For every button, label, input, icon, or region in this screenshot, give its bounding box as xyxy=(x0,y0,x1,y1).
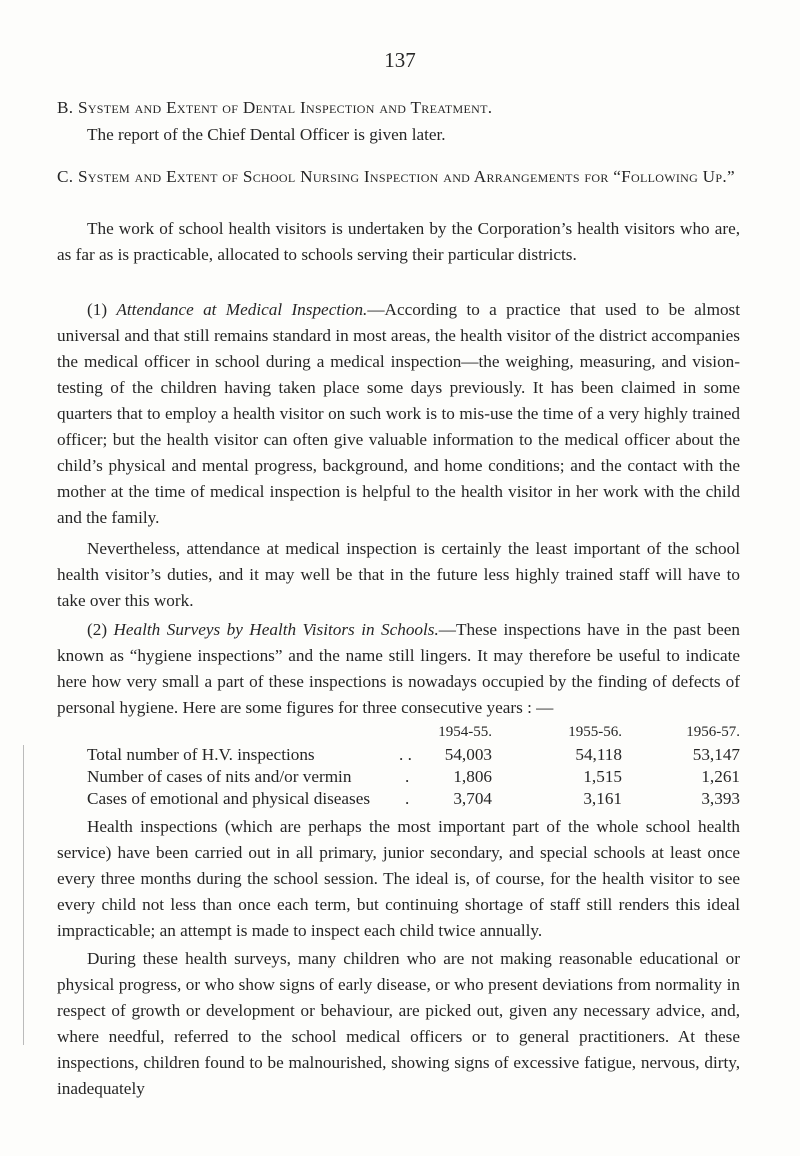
leader-dots: . . xyxy=(399,745,412,764)
row-label: Total number of H.V. inspections xyxy=(87,745,315,764)
row-label: Cases of emotional and physical diseases xyxy=(87,789,371,808)
paragraph-during-surveys: During these health surveys, many children who are not making reasonable educational or physical progress, or who show signs of early disease, or who present deviations from normality in respect of growth or development or behaviour, are picked out, given any necessary advice, and, where needful, referred to the school medical officers or to general practitioners. At these inspections, children found to be malnourished, showing signs of excessive fatigue, nervous, dirty, inadequately xyxy=(57,949,740,1098)
table-row xyxy=(57,789,740,811)
year-header: 1956-57. xyxy=(686,724,740,740)
paragraph-body: —These inspections have in the past been known as “hygiene inspections” and the name still lingers. It may therefore be useful to indicate here how very small a part of these inspections is nowadays occupied by the finding of defects of personal hygiene. Here are some figures for three consecutive years : — xyxy=(57,620,740,717)
table-cell: 3,161 xyxy=(583,789,622,808)
section-b-heading: B. System and Extent of Dental Inspection and Treatment. xyxy=(57,98,493,117)
table-cell: 1,261 xyxy=(701,767,740,786)
section-c-intro: The work of school health visitors is undertaken by the Corporation’s health visitors who are, as far as is practicable, allocated to schools serving their particular districts. xyxy=(57,219,740,264)
page-edge-line xyxy=(23,745,24,1045)
paragraph-nevertheless: Nevertheless, attendance at medical inspection is certainly the least important of the school health visitor’s duties, and it may well be that in the future less highly trained staff will have to take over this work. xyxy=(57,539,740,610)
table-header-row xyxy=(57,724,740,746)
section-c-heading: C. System and Extent of School Nursing Inspection and Arrangements for “Following Up.” xyxy=(57,167,735,186)
table-cell: 54,003 xyxy=(444,745,492,764)
paragraph-title: Health Surveys by Health Visitors in Schools. xyxy=(113,620,439,639)
table-cell: 53,147 xyxy=(692,745,740,764)
paragraph-body: —According to a practice that used to be almost universal and that still remains standard in most areas, the health visitor of the district accompanies the medical officer in school during a medical inspection—the weighing, measuring, and vision-testing of the children having taken place some days previously. It has been claimed in some quarters that to employ a health visitor on such work is to mis-use the time of a very highly trained officer; but the health visitor can often give valuable information to the medical officer about the child’s physical and mental progress, background, and home conditions; and the contact with the mother at the time of medical inspection is helpful to the health visitor in her work with the child and the family. xyxy=(57,300,741,527)
table-row xyxy=(57,745,740,767)
row-label: Number of cases of nits and/or vermin xyxy=(87,767,352,786)
paragraph-attendance xyxy=(57,297,740,531)
year-header: 1955-56. xyxy=(568,724,622,740)
paragraph-number: (1) xyxy=(87,300,117,319)
paragraph-title: Attendance at Medical Inspection. xyxy=(116,300,368,319)
table-cell: 1,515 xyxy=(583,767,622,786)
table-cell: 3,393 xyxy=(701,789,740,808)
year-header: 1954-55. xyxy=(438,724,492,740)
table-cell: 3,704 xyxy=(453,789,492,808)
section-b-text: The report of the Chief Dental Officer is given later. xyxy=(87,125,446,144)
paragraph-health-inspections: Health inspections (which are perhaps the most important part of the whole school health service) have been carried out in all primary, junior secondary, and special schools at least once every three months during the school session. The ideal is, of course, for the health visitor to see every child not less than once each term, but continuing shortage of staff still renders this ideal impracticable; an attempt is made to inspect each child twice annually. xyxy=(57,817,740,940)
page-number: 137 xyxy=(384,48,416,72)
leader-dots: . xyxy=(405,789,410,808)
paragraph-health-surveys xyxy=(57,617,740,721)
leader-dots: . xyxy=(405,767,410,786)
table-row xyxy=(57,767,740,789)
paragraph-number: (2) xyxy=(87,620,114,639)
table-cell: 1,806 xyxy=(453,767,492,786)
table-cell: 54,118 xyxy=(575,745,622,764)
